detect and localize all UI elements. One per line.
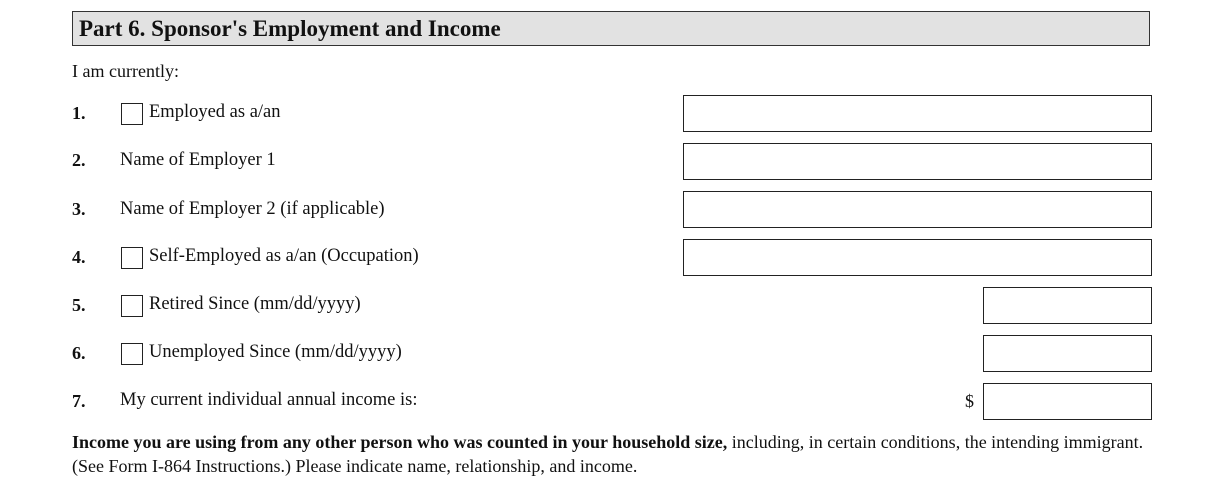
other-income-heading: Income you are using from any other person who was counted in your household size, xyxy=(72,432,728,452)
item-1-label: Employed as a/an xyxy=(149,102,281,122)
self-employed-checkbox[interactable] xyxy=(121,247,143,269)
self-employed-occupation-field[interactable] xyxy=(683,239,1152,276)
item-7-number: 7. xyxy=(72,391,86,411)
section-title: Part 6. Sponsor's Employment and Income xyxy=(79,16,501,41)
other-income-body: including, in certain conditions, the intending immigrant. (See Form I-864 Instructions.) Please indicate name, relationship, and income. xyxy=(72,432,1144,476)
dollar-sign: $ xyxy=(965,391,974,411)
item-3-label: Name of Employer 2 (if applicable) xyxy=(120,199,385,219)
item-6-label: Unemployed Since (mm/dd/yyyy) xyxy=(149,342,402,362)
item-4-label: Self-Employed as a/an (Occupation) xyxy=(149,246,419,266)
employed-checkbox[interactable] xyxy=(121,103,143,125)
item-5-number: 5. xyxy=(72,295,86,315)
unemployed-since-field[interactable] xyxy=(983,335,1152,372)
employer-1-field[interactable] xyxy=(683,143,1152,180)
section-header xyxy=(72,11,1150,46)
item-2-number: 2. xyxy=(72,150,86,170)
employer-2-field[interactable] xyxy=(683,191,1152,228)
unemployed-checkbox[interactable] xyxy=(121,343,143,365)
item-1-number: 1. xyxy=(72,103,86,123)
retired-since-field[interactable] xyxy=(983,287,1152,324)
item-5-label: Retired Since (mm/dd/yyyy) xyxy=(149,294,361,314)
item-4-number: 4. xyxy=(72,247,86,267)
employed-as-field[interactable] xyxy=(683,95,1152,132)
item-3-number: 3. xyxy=(72,199,86,219)
annual-income-field[interactable] xyxy=(983,383,1152,420)
other-income-instructions xyxy=(72,430,1152,478)
item-7-label: My current individual annual income is: xyxy=(120,390,418,410)
item-2-label: Name of Employer 1 xyxy=(120,150,276,170)
intro-text: I am currently: xyxy=(72,61,179,81)
item-6-number: 6. xyxy=(72,343,86,363)
retired-checkbox[interactable] xyxy=(121,295,143,317)
